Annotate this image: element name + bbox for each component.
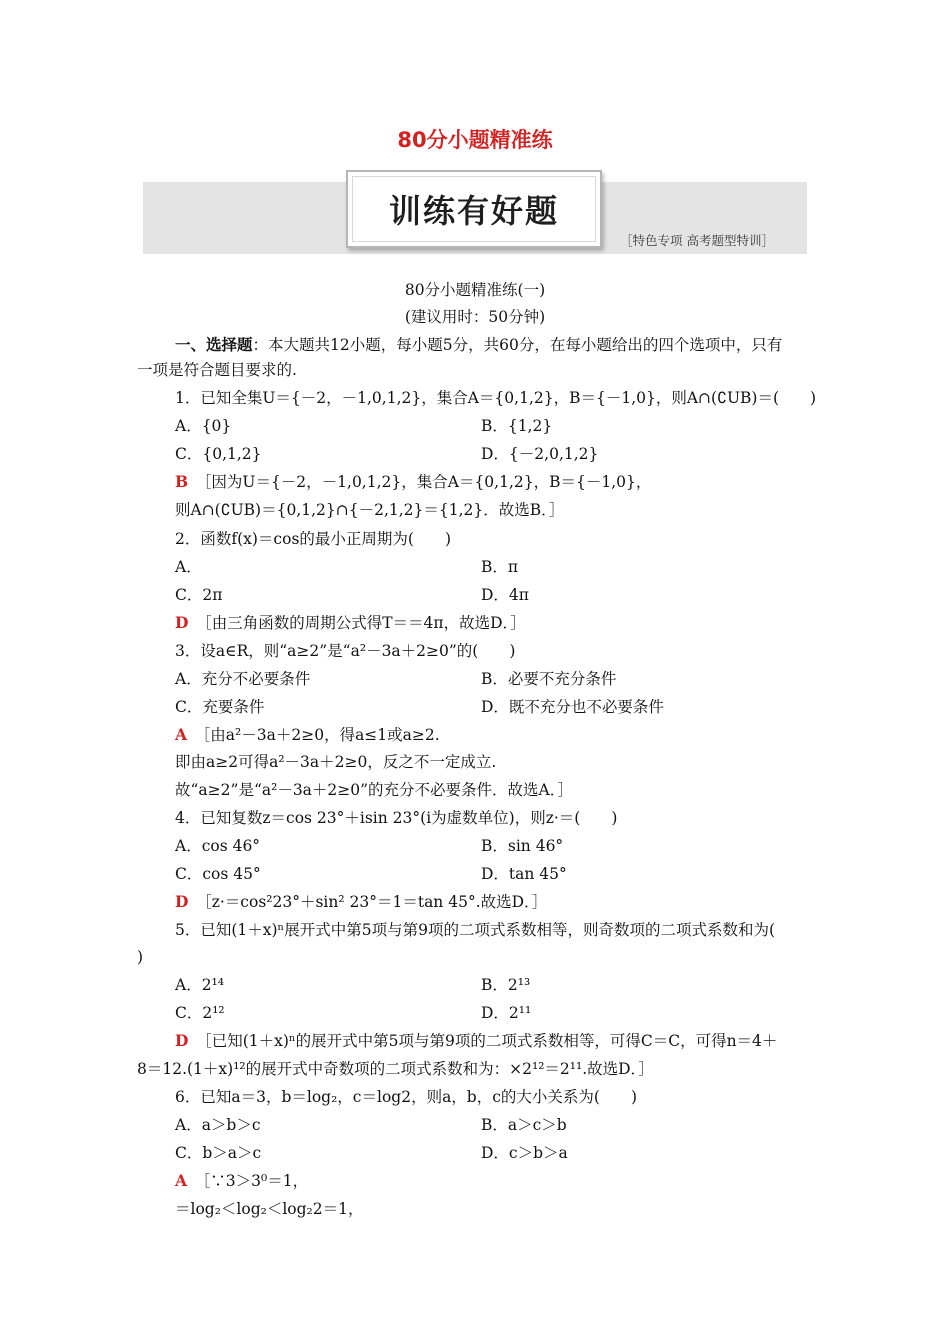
q2-option-d: D．4π bbox=[481, 586, 529, 604]
q6-stem: 6．已知a＝3，b＝log₂，c＝log2，则a，b，c的大小关系为( ) bbox=[175, 1088, 638, 1106]
q6-explanation-2: ＝log₂＜log₂＜log₂2＝1， bbox=[175, 1200, 364, 1218]
q6-option-d: D．c＞b＞a bbox=[481, 1144, 568, 1162]
q5-explanation: D ［已知(1＋x)ⁿ的展开式中第5项与第9项的二项式系数相等，可得C＝C，可得n＝4＋ bbox=[175, 1031, 778, 1050]
q6-option-b: B．a＞c＞b bbox=[481, 1116, 567, 1134]
q6-option-c: C．b＞a＞c bbox=[175, 1144, 262, 1162]
q5-option-c: C．2¹² bbox=[175, 1004, 225, 1022]
q5-option-a: A．2¹⁴ bbox=[175, 976, 224, 994]
q3-explanation-2: 即由a≥2可得a²－3a＋2≥0，反之不一定成立. bbox=[175, 753, 497, 771]
banner-box bbox=[346, 170, 602, 248]
q4-option-a: A．cos 46° bbox=[175, 837, 261, 855]
intro-bold: 一、选择题 bbox=[175, 335, 253, 354]
q3-option-a: A．充分不必要条件 bbox=[175, 670, 311, 688]
q2-answer: D bbox=[175, 613, 189, 632]
q4-option-c: C．cos 45° bbox=[175, 865, 261, 883]
q2-stem: 2．函数f(x)＝cos的最小正周期为( ) bbox=[175, 530, 451, 548]
q4-answer: D bbox=[175, 892, 189, 911]
q6-option-a: A．a＞b＞c bbox=[175, 1116, 261, 1134]
q3-stem: 3．设a∈R，则“a≥2”是“a²－3a＋2≥0”的( ) bbox=[175, 642, 516, 660]
q3-explanation-3: 故“a≥2”是“a²－3a＋2≥0”的充分不必要条件．故选A．］ bbox=[175, 781, 573, 799]
q3-answer: A bbox=[175, 725, 188, 744]
q1-answer: B bbox=[175, 472, 189, 491]
intro-text: ：本大题共12小题，每小题5分，共60分，在每小题给出的四个选项中，只有 bbox=[252, 336, 783, 354]
q1-explanation: B ［因为U＝{－2，－1,0,1,2}，集合A＝{0,1,2}，B＝{－1,0}， bbox=[175, 472, 652, 491]
q4-stem: 4．已知复数z＝cos 23°＋isin 23°(i为虚数单位)，则z·＝( ) bbox=[175, 809, 618, 827]
q2-explanation: D ［由三角函数的周期公式得T＝＝4π，故选D．］ bbox=[175, 613, 526, 632]
q5-option-d: D．2¹¹ bbox=[481, 1004, 532, 1022]
q1-option-b: B．{1,2} bbox=[481, 417, 553, 435]
time-note: (建议用时：50分钟) bbox=[404, 308, 546, 326]
q5-answer: D bbox=[175, 1031, 189, 1050]
q2-option-b: B．π bbox=[481, 558, 519, 576]
q2-option-c: C．2π bbox=[175, 586, 223, 604]
q5-option-b: B．2¹³ bbox=[481, 976, 531, 994]
q3-option-d: D．既不充分也不必要条件 bbox=[481, 698, 664, 716]
q4-option-d: D．tan 45° bbox=[481, 865, 567, 883]
section-subtitle: 80分小题精准练(一) bbox=[404, 281, 546, 299]
banner-tag: ［特色专项 高考题型特训］ bbox=[620, 233, 774, 248]
q4-explanation: D ［z·＝cos²23°＋sin² 23°＝1＝tan 45°.故选D．］ bbox=[175, 892, 548, 911]
q5-stem-2: ) bbox=[137, 948, 144, 966]
intro-line-2: 一项是符合题目要求的. bbox=[137, 361, 297, 379]
q3-option-b: B．必要不充分条件 bbox=[481, 670, 617, 688]
intro-line bbox=[175, 335, 782, 355]
q1-stem: 1．已知全集U＝{－2，－1,0,1,2}，集合A＝{0,1,2}，B＝{－1,0}，则A∩(∁UB)＝( ) bbox=[175, 389, 817, 407]
q4-option-b: B．sin 46° bbox=[481, 837, 564, 855]
q5-explanation-2: 8＝12.(1＋x)¹²的展开式中奇数项的二项式系数和为：×2¹²＝2¹¹.故选D．］ bbox=[137, 1060, 654, 1078]
q1-option-c: C．{0,1,2} bbox=[175, 445, 262, 463]
page-title: 80分小题精准练 bbox=[397, 128, 553, 152]
q6-answer: A bbox=[175, 1171, 188, 1190]
q1-explanation-2: 则A∩(∁UB)＝{0,1,2}∩{－2,1,2}＝{1,2}．故选B．］ bbox=[175, 501, 565, 519]
q1-option-a: A．{0} bbox=[175, 417, 232, 435]
q1-option-d: D．{－2,0,1,2} bbox=[481, 445, 599, 463]
q3-explanation: A ［由a²－3a＋2≥0，得a≤1或a≥2. bbox=[175, 725, 440, 744]
q6-explanation: A ［∵3＞3⁰＝1， bbox=[175, 1171, 309, 1190]
q3-option-c: C．充要条件 bbox=[175, 698, 265, 716]
q2-option-a: A． bbox=[175, 558, 202, 576]
banner-text: 训练有好题 bbox=[388, 192, 559, 230]
q5-stem: 5．已知(1＋x)ⁿ展开式中第5项与第9项的二项式系数相等，则奇数项的二项式系数和为( bbox=[175, 921, 776, 939]
